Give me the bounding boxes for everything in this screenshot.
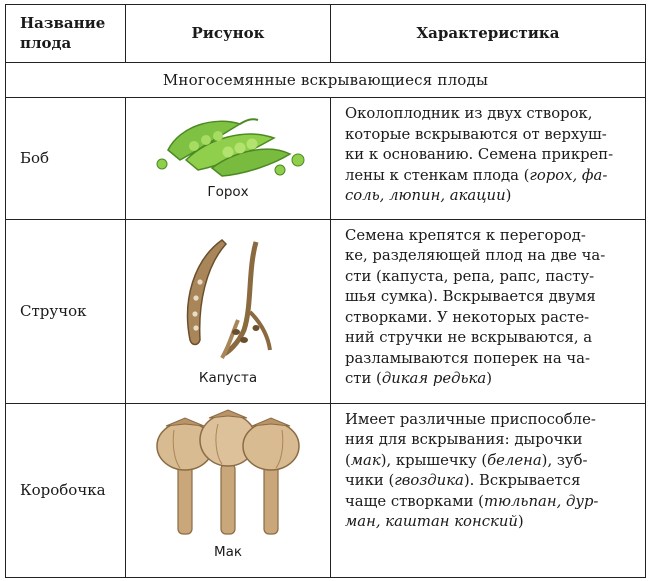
header-picture: Рисунок xyxy=(126,5,331,63)
description-line xyxy=(345,512,635,533)
description-run: ки к основанию. Семена прикреп- xyxy=(345,146,614,164)
description-run: ( xyxy=(345,451,351,469)
description-line xyxy=(345,145,635,166)
description-run: ) xyxy=(505,187,512,205)
header-name: Название плода xyxy=(6,5,126,63)
description-run: лены к стенкам плода ( xyxy=(345,166,530,184)
description-run: сти (капуста, репа, рапс, пасту- xyxy=(345,267,595,285)
header-row xyxy=(6,5,646,63)
fruit-caption: Капуста xyxy=(198,369,258,386)
table-row xyxy=(6,98,646,219)
fruit-caption: Мак xyxy=(213,543,243,560)
description-run: Имеет различные приспособле- xyxy=(345,410,596,428)
fruit-name: Боб xyxy=(6,98,126,219)
description-italic-run: ман, каштан конский xyxy=(345,513,518,531)
description-line xyxy=(345,369,635,390)
description-line xyxy=(345,287,635,308)
description-line xyxy=(345,246,635,267)
description-run: ), крышечку ( xyxy=(380,451,488,469)
description-run: которые вскрываются от верхуш- xyxy=(345,125,607,143)
fruit-table xyxy=(5,4,646,578)
description-italic-run: тюльпан, дур- xyxy=(483,492,599,510)
description-line xyxy=(345,349,635,370)
section-row xyxy=(6,62,646,97)
section-title: Многосемянные вскрывающиеся плоды xyxy=(6,62,646,97)
fruit-description xyxy=(331,98,646,219)
description-run: ния для вскрывания: дырочки xyxy=(345,431,583,449)
description-run: ний стручки не вскрываются, а xyxy=(345,329,593,347)
description-italic-run: гвоздика xyxy=(394,472,464,490)
description-italic-run: мак xyxy=(350,451,381,469)
description-run: чаще створками ( xyxy=(345,492,484,510)
fruit-picture-cell xyxy=(126,219,331,403)
table-row xyxy=(6,403,646,577)
description-italic-run: соль, люпин, акации xyxy=(345,187,506,205)
description-italic-run: белена xyxy=(487,451,542,469)
description-italic-run: горох, фа- xyxy=(529,166,608,184)
description-run: разламываются поперек на ча- xyxy=(345,349,590,367)
description-run: сти ( xyxy=(345,370,382,388)
description-line xyxy=(345,471,635,492)
description-run: шья сумка). Вскрывается двумя xyxy=(345,288,596,306)
fruit-picture-cell xyxy=(126,403,331,577)
fruit-description xyxy=(331,219,646,403)
description-run: Семена крепятся к перегород- xyxy=(345,226,586,244)
description-line xyxy=(345,186,635,207)
table-row xyxy=(6,219,646,403)
cabbage-pod-image xyxy=(128,220,328,370)
fruit-table-page xyxy=(5,4,645,578)
description-line xyxy=(345,328,635,349)
header-description: Характеристика xyxy=(331,5,646,63)
description-line xyxy=(345,308,635,329)
description-italic-run: дикая редька xyxy=(381,370,487,388)
description-line xyxy=(345,451,635,472)
fruit-name: Стручок xyxy=(6,219,126,403)
description-run: ). Вскрывается xyxy=(463,472,581,490)
description-run: Околоплодник из двух створок, xyxy=(345,105,593,123)
description-run: чики ( xyxy=(345,472,395,490)
description-line xyxy=(345,492,635,513)
description-line xyxy=(345,267,635,288)
fruit-name: Коробочка xyxy=(6,403,126,577)
poppy-capsules-image xyxy=(128,404,328,544)
description-run: ) xyxy=(517,513,524,531)
description-run: ке, разделяющей плод на две ча- xyxy=(345,247,606,265)
fruit-picture-cell xyxy=(126,98,331,219)
description-run: створками. У некоторых расте- xyxy=(345,308,590,326)
description-line xyxy=(345,104,635,125)
description-line xyxy=(345,226,635,247)
description-line xyxy=(345,410,635,431)
pea-pods-image xyxy=(128,98,328,184)
description-line xyxy=(345,166,635,187)
description-run: ) xyxy=(486,370,492,388)
description-run: ), зуб- xyxy=(541,451,588,469)
fruit-description xyxy=(331,403,646,577)
fruit-caption: Горох xyxy=(207,184,249,201)
description-line xyxy=(345,430,635,451)
description-line xyxy=(345,125,635,146)
